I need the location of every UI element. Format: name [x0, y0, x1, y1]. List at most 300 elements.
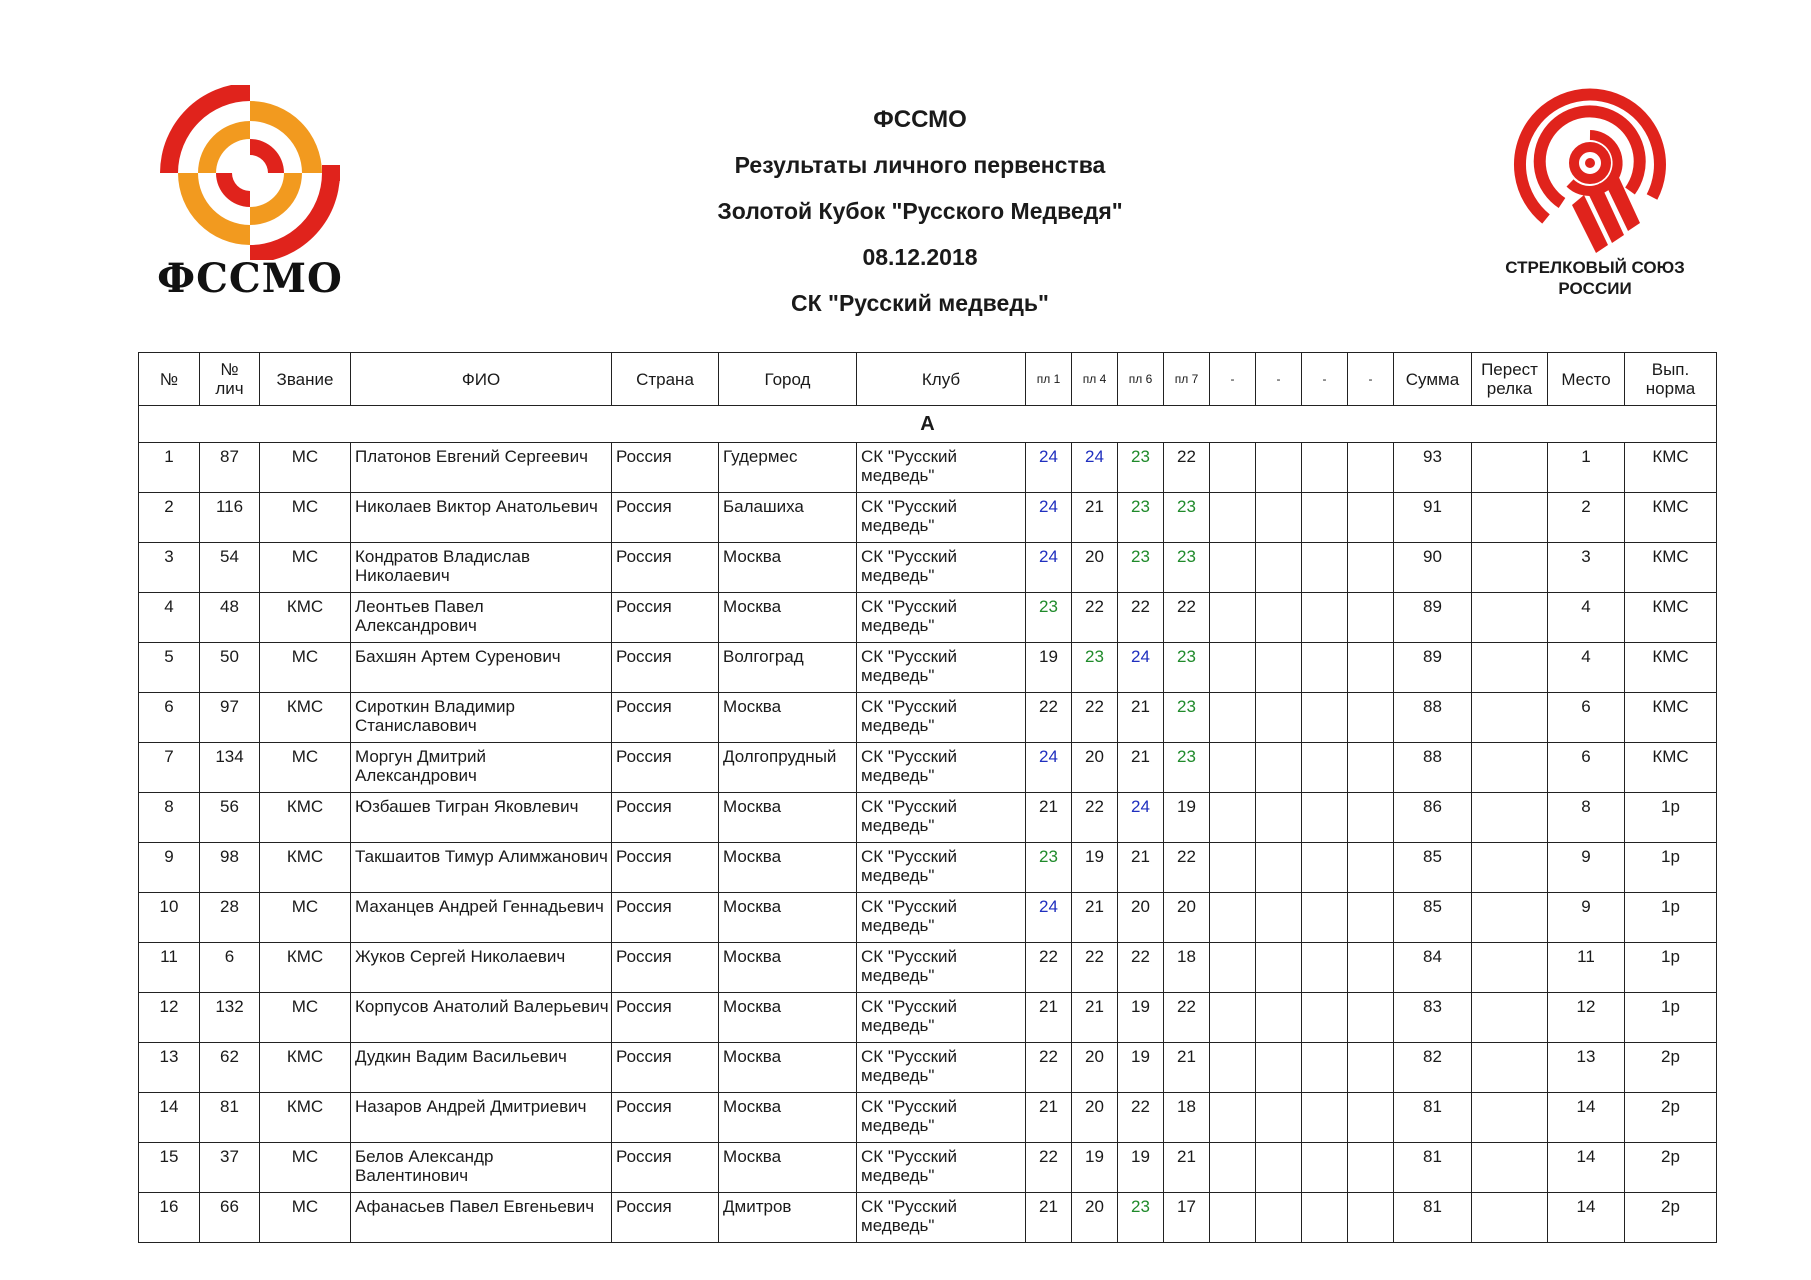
cell-sum: 81: [1394, 1143, 1472, 1193]
cell-series-score: 22: [1026, 943, 1072, 993]
cell-rank: КМС: [260, 593, 351, 643]
cell-series-score: 20: [1072, 543, 1118, 593]
cell-personal-num: 56: [200, 793, 260, 843]
cell-rank: МС: [260, 993, 351, 1043]
table-row: [139, 1093, 1717, 1143]
col-shootoff-line1: Перест: [1481, 360, 1538, 379]
col-shootoff: [1472, 353, 1548, 406]
cell-empty: [1210, 1043, 1256, 1093]
cell-club: СК "Русский медведь": [857, 693, 1026, 743]
col-club: Клуб: [857, 353, 1026, 406]
cell-rank: МС: [260, 643, 351, 693]
cell-name: Леонтьев Павел Александрович: [351, 593, 612, 643]
cell-num: 14: [139, 1093, 200, 1143]
cell-empty: [1348, 893, 1394, 943]
cell-city: Москва: [719, 893, 857, 943]
cell-empty: [1210, 643, 1256, 693]
cell-place: 12: [1548, 993, 1625, 1043]
cell-series-score: 24: [1026, 443, 1072, 493]
table-row: [139, 493, 1717, 543]
cell-num: 1: [139, 443, 200, 493]
cell-personal-num: 87: [200, 443, 260, 493]
cell-series-score: 22: [1026, 693, 1072, 743]
cell-place: 14: [1548, 1093, 1625, 1143]
cell-series-score: 22: [1026, 1043, 1072, 1093]
cell-empty: [1302, 1093, 1348, 1143]
cell-country: Россия: [612, 543, 719, 593]
cell-norm: 1р: [1625, 893, 1717, 943]
cell-place: 6: [1548, 693, 1625, 743]
cell-rank: МС: [260, 1193, 351, 1243]
cell-empty: [1302, 643, 1348, 693]
cell-place: 14: [1548, 1143, 1625, 1193]
cell-country: Россия: [612, 843, 719, 893]
cell-country: Россия: [612, 443, 719, 493]
cell-place: 9: [1548, 893, 1625, 943]
cell-city: Москва: [719, 693, 857, 743]
cell-sum: 83: [1394, 993, 1472, 1043]
cell-empty: [1210, 543, 1256, 593]
cell-place: 2: [1548, 493, 1625, 543]
cell-personal-num: 6: [200, 943, 260, 993]
cell-series-score: 20: [1072, 743, 1118, 793]
cell-empty: [1348, 593, 1394, 643]
cell-num: 2: [139, 493, 200, 543]
cell-country: Россия: [612, 993, 719, 1043]
header-org: ФССМО: [873, 106, 967, 133]
cell-club: СК "Русский медведь": [857, 843, 1026, 893]
cell-series-score: 19: [1118, 1143, 1164, 1193]
cell-city: Москва: [719, 843, 857, 893]
cell-shootoff: [1472, 643, 1548, 693]
cell-empty: [1210, 893, 1256, 943]
cell-shootoff: [1472, 793, 1548, 843]
cell-country: Россия: [612, 493, 719, 543]
cell-norm: КМС: [1625, 743, 1717, 793]
cell-series-score: 20: [1164, 893, 1210, 943]
cell-personal-num: 132: [200, 993, 260, 1043]
cell-shootoff: [1472, 1043, 1548, 1093]
cell-series-score: 21: [1072, 993, 1118, 1043]
cell-place: 4: [1548, 643, 1625, 693]
cell-empty: [1302, 443, 1348, 493]
cell-empty: [1210, 793, 1256, 843]
cell-club: СК "Русский медведь": [857, 793, 1026, 843]
cell-personal-num: 98: [200, 843, 260, 893]
cell-series-score: 18: [1164, 1093, 1210, 1143]
cell-personal-num: 50: [200, 643, 260, 693]
cell-series-score: 21: [1026, 1193, 1072, 1243]
cell-norm: КМС: [1625, 543, 1717, 593]
table-row: [139, 893, 1717, 943]
col-series-1: пл 1: [1026, 353, 1072, 406]
cell-norm: 1р: [1625, 993, 1717, 1043]
cell-series-score: 21: [1026, 993, 1072, 1043]
table-header-row: [139, 353, 1717, 406]
cell-series-score: 17: [1164, 1193, 1210, 1243]
cell-norm: 1р: [1625, 943, 1717, 993]
cell-series-score: 20: [1072, 1043, 1118, 1093]
cell-empty: [1348, 793, 1394, 843]
cell-club: СК "Русский медведь": [857, 443, 1026, 493]
cell-rank: КМС: [260, 693, 351, 743]
cell-series-score: 21: [1118, 843, 1164, 893]
concentric-target-icon: [1480, 85, 1710, 260]
cell-series-score: 23: [1164, 643, 1210, 693]
col-shootoff-line2: релка: [1486, 379, 1533, 398]
cell-empty: [1210, 993, 1256, 1043]
cell-empty: [1256, 793, 1302, 843]
cell-city: Москва: [719, 993, 857, 1043]
group-label: A: [139, 406, 1717, 443]
col-norm-line2: норма: [1645, 379, 1696, 398]
cell-name: Сироткин Владимир Станиславович: [351, 693, 612, 743]
cell-rank: МС: [260, 893, 351, 943]
col-personal-num-line2: лич: [215, 379, 244, 398]
cell-empty: [1348, 643, 1394, 693]
cell-club: СК "Русский медведь": [857, 543, 1026, 593]
cell-series-score: 21: [1026, 1093, 1072, 1143]
col-dash-2: -: [1256, 353, 1302, 406]
cell-club: СК "Русский медведь": [857, 1093, 1026, 1143]
cell-club: СК "Русский медведь": [857, 893, 1026, 943]
cell-city: Долгопрудный: [719, 743, 857, 793]
cell-city: Москва: [719, 1043, 857, 1093]
cell-sum: 85: [1394, 843, 1472, 893]
cell-city: Дмитров: [719, 1193, 857, 1243]
cell-club: СК "Русский медведь": [857, 593, 1026, 643]
cell-empty: [1256, 943, 1302, 993]
cell-empty: [1348, 493, 1394, 543]
cell-name: Маханцев Андрей Геннадьевич: [351, 893, 612, 943]
cell-country: Россия: [612, 1143, 719, 1193]
cell-empty: [1348, 443, 1394, 493]
cell-series-score: 19: [1164, 793, 1210, 843]
cell-rank: КМС: [260, 1043, 351, 1093]
cell-series-score: 21: [1072, 493, 1118, 543]
cell-place: 11: [1548, 943, 1625, 993]
cell-series-score: 23: [1118, 1193, 1164, 1243]
cell-norm: КМС: [1625, 443, 1717, 493]
cell-club: СК "Русский медведь": [857, 943, 1026, 993]
cell-sum: 91: [1394, 493, 1472, 543]
cell-country: Россия: [612, 893, 719, 943]
cell-name: Корпусов Анатолий Валерьевич: [351, 993, 612, 1043]
cell-sum: 88: [1394, 743, 1472, 793]
cell-series-score: 23: [1118, 543, 1164, 593]
cell-place: 13: [1548, 1043, 1625, 1093]
cell-empty: [1348, 743, 1394, 793]
cell-sum: 85: [1394, 893, 1472, 943]
table-row: [139, 943, 1717, 993]
table-row: [139, 843, 1717, 893]
table-row: [139, 643, 1717, 693]
cell-rank: МС: [260, 1143, 351, 1193]
cell-empty: [1256, 993, 1302, 1043]
cell-empty: [1256, 743, 1302, 793]
cell-empty: [1348, 993, 1394, 1043]
cell-rank: КМС: [260, 843, 351, 893]
cell-name: Афанасьев Павел Евгеньевич: [351, 1193, 612, 1243]
cell-rank: МС: [260, 443, 351, 493]
cell-sum: 90: [1394, 543, 1472, 593]
cell-country: Россия: [612, 1093, 719, 1143]
cell-empty: [1348, 1143, 1394, 1193]
cell-country: Россия: [612, 943, 719, 993]
cell-series-score: 21: [1026, 793, 1072, 843]
table-row: [139, 693, 1717, 743]
cell-empty: [1210, 443, 1256, 493]
cell-series-score: 19: [1072, 843, 1118, 893]
cell-num: 6: [139, 693, 200, 743]
cell-empty: [1348, 1093, 1394, 1143]
cell-empty: [1302, 943, 1348, 993]
cell-club: СК "Русский медведь": [857, 1043, 1026, 1093]
table-row: [139, 443, 1717, 493]
cell-num: 5: [139, 643, 200, 693]
cell-club: СК "Русский медведь": [857, 1143, 1026, 1193]
cell-empty: [1256, 543, 1302, 593]
cell-series-score: 23: [1026, 843, 1072, 893]
cell-empty: [1348, 843, 1394, 893]
cell-empty: [1210, 493, 1256, 543]
cell-empty: [1210, 843, 1256, 893]
cell-shootoff: [1472, 743, 1548, 793]
cell-empty: [1302, 893, 1348, 943]
cell-name: Жуков Сергей Николаевич: [351, 943, 612, 993]
cell-series-score: 18: [1164, 943, 1210, 993]
cell-empty: [1302, 1143, 1348, 1193]
col-norm: [1625, 353, 1717, 406]
cell-rank: МС: [260, 743, 351, 793]
cell-norm: КМС: [1625, 643, 1717, 693]
cell-city: Москва: [719, 593, 857, 643]
cell-sum: 86: [1394, 793, 1472, 843]
cell-series-score: 22: [1026, 1143, 1072, 1193]
cell-series-score: 23: [1118, 443, 1164, 493]
cell-series-score: 21: [1164, 1143, 1210, 1193]
cell-personal-num: 62: [200, 1043, 260, 1093]
cell-rank: КМС: [260, 943, 351, 993]
cell-city: Москва: [719, 793, 857, 843]
col-series-6: пл 6: [1118, 353, 1164, 406]
cell-norm: 2р: [1625, 1093, 1717, 1143]
cell-empty: [1302, 693, 1348, 743]
cell-personal-num: 37: [200, 1143, 260, 1193]
cell-empty: [1302, 543, 1348, 593]
cell-empty: [1256, 1043, 1302, 1093]
cell-series-score: 19: [1118, 993, 1164, 1043]
cell-shootoff: [1472, 1093, 1548, 1143]
cell-personal-num: 134: [200, 743, 260, 793]
cell-club: СК "Русский медведь": [857, 643, 1026, 693]
cell-norm: КМС: [1625, 493, 1717, 543]
cell-shootoff: [1472, 943, 1548, 993]
cell-series-score: 23: [1164, 693, 1210, 743]
table-row: [139, 743, 1717, 793]
cell-city: Гудермес: [719, 443, 857, 493]
cell-empty: [1302, 1043, 1348, 1093]
cell-series-score: 23: [1164, 493, 1210, 543]
cell-country: Россия: [612, 1043, 719, 1093]
cell-name: Кондратов Владислав Николаевич: [351, 543, 612, 593]
shooting-union-logo: [1480, 85, 1710, 310]
cell-shootoff: [1472, 1143, 1548, 1193]
cell-personal-num: 81: [200, 1093, 260, 1143]
cell-series-score: 20: [1118, 893, 1164, 943]
cell-empty: [1348, 1193, 1394, 1243]
cell-name: Белов Александр Валентинович: [351, 1143, 612, 1193]
cell-shootoff: [1472, 443, 1548, 493]
cell-series-score: 24: [1118, 643, 1164, 693]
cell-sum: 81: [1394, 1093, 1472, 1143]
cell-num: 7: [139, 743, 200, 793]
cell-country: Россия: [612, 593, 719, 643]
cell-series-score: 23: [1164, 543, 1210, 593]
cell-shootoff: [1472, 1193, 1548, 1243]
cell-num: 16: [139, 1193, 200, 1243]
col-norm-line1: Вып.: [1651, 360, 1690, 379]
cell-series-score: 22: [1164, 593, 1210, 643]
cell-series-score: 22: [1118, 593, 1164, 643]
cell-name: Юзбашев Тигран Яковлевич: [351, 793, 612, 843]
cell-city: Москва: [719, 1093, 857, 1143]
cell-sum: 82: [1394, 1043, 1472, 1093]
cell-empty: [1302, 1193, 1348, 1243]
cell-num: 15: [139, 1143, 200, 1193]
cell-empty: [1302, 493, 1348, 543]
table-row: [139, 1143, 1717, 1193]
shooting-union-text-line2: РОССИИ: [1558, 279, 1632, 298]
document-header: [600, 108, 1240, 338]
cell-city: Москва: [719, 943, 857, 993]
cell-series-score: 22: [1072, 693, 1118, 743]
cell-series-score: 23: [1164, 743, 1210, 793]
header-venue: СК "Русский медведь": [791, 290, 1049, 316]
cell-empty: [1210, 943, 1256, 993]
cell-num: 4: [139, 593, 200, 643]
cell-series-score: 24: [1026, 543, 1072, 593]
cell-sum: 88: [1394, 693, 1472, 743]
cell-rank: МС: [260, 543, 351, 593]
cell-personal-num: 66: [200, 1193, 260, 1243]
cell-place: 6: [1548, 743, 1625, 793]
cell-num: 9: [139, 843, 200, 893]
cell-empty: [1256, 893, 1302, 943]
cell-city: Москва: [719, 543, 857, 593]
cell-series-score: 19: [1118, 1043, 1164, 1093]
shooting-union-text: [1480, 257, 1710, 299]
cell-series-score: 22: [1072, 793, 1118, 843]
results-body: [139, 406, 1717, 1243]
cell-empty: [1348, 1043, 1394, 1093]
cell-empty: [1302, 593, 1348, 643]
col-series-4: пл 4: [1072, 353, 1118, 406]
cell-series-score: 19: [1026, 643, 1072, 693]
table-row: [139, 593, 1717, 643]
cell-series-score: 19: [1072, 1143, 1118, 1193]
cell-empty: [1210, 743, 1256, 793]
cell-series-score: 22: [1072, 943, 1118, 993]
cell-empty: [1302, 843, 1348, 893]
cell-club: СК "Русский медведь": [857, 743, 1026, 793]
cell-empty: [1256, 843, 1302, 893]
cell-series-score: 24: [1072, 443, 1118, 493]
col-city: Город: [719, 353, 857, 406]
col-num: №: [139, 353, 200, 406]
cell-club: СК "Русский медведь": [857, 993, 1026, 1043]
cell-norm: 2р: [1625, 1193, 1717, 1243]
col-dash-1: -: [1210, 353, 1256, 406]
cell-norm: 1р: [1625, 793, 1717, 843]
target-icon: [150, 85, 350, 260]
cell-empty: [1256, 643, 1302, 693]
cell-empty: [1348, 943, 1394, 993]
col-sum: Сумма: [1394, 353, 1472, 406]
col-dash-4: -: [1348, 353, 1394, 406]
header-date: 08.12.2018: [862, 244, 978, 270]
cell-empty: [1256, 593, 1302, 643]
cell-name: Назаров Андрей Дмитриевич: [351, 1093, 612, 1143]
cell-shootoff: [1472, 893, 1548, 943]
fssmo-logo: [150, 85, 350, 310]
cell-personal-num: 97: [200, 693, 260, 743]
cell-num: 12: [139, 993, 200, 1043]
table-row: [139, 993, 1717, 1043]
cell-empty: [1210, 1193, 1256, 1243]
cell-name: Моргун Дмитрий Александрович: [351, 743, 612, 793]
col-place: Место: [1548, 353, 1625, 406]
cell-personal-num: 28: [200, 893, 260, 943]
cell-place: 9: [1548, 843, 1625, 893]
cell-empty: [1302, 993, 1348, 1043]
table-row: [139, 1043, 1717, 1093]
group-row: [139, 406, 1717, 443]
cell-num: 10: [139, 893, 200, 943]
cell-series-score: 23: [1072, 643, 1118, 693]
cell-series-score: 22: [1072, 593, 1118, 643]
cell-norm: 1р: [1625, 843, 1717, 893]
cell-series-score: 22: [1164, 443, 1210, 493]
table-row: [139, 543, 1717, 593]
cell-series-score: 24: [1026, 893, 1072, 943]
cell-shootoff: [1472, 493, 1548, 543]
cell-empty: [1256, 1193, 1302, 1243]
cell-series-score: 23: [1118, 493, 1164, 543]
cell-empty: [1210, 593, 1256, 643]
cell-sum: 93: [1394, 443, 1472, 493]
cell-series-score: 22: [1118, 943, 1164, 993]
cell-sum: 84: [1394, 943, 1472, 993]
cell-num: 11: [139, 943, 200, 993]
cell-shootoff: [1472, 693, 1548, 743]
cell-norm: КМС: [1625, 593, 1717, 643]
cell-city: Волгоград: [719, 643, 857, 693]
cell-empty: [1256, 1093, 1302, 1143]
col-personal-num: [200, 353, 260, 406]
col-name: ФИО: [351, 353, 612, 406]
cell-empty: [1210, 1143, 1256, 1193]
col-series-7: пл 7: [1164, 353, 1210, 406]
cell-series-score: 22: [1164, 843, 1210, 893]
cell-sum: 81: [1394, 1193, 1472, 1243]
cell-place: 4: [1548, 593, 1625, 643]
results-table: [138, 352, 1717, 1243]
cell-club: СК "Русский медведь": [857, 1193, 1026, 1243]
cell-sum: 89: [1394, 643, 1472, 693]
cell-country: Россия: [612, 643, 719, 693]
cell-name: Платонов Евгений Сергеевич: [351, 443, 612, 493]
